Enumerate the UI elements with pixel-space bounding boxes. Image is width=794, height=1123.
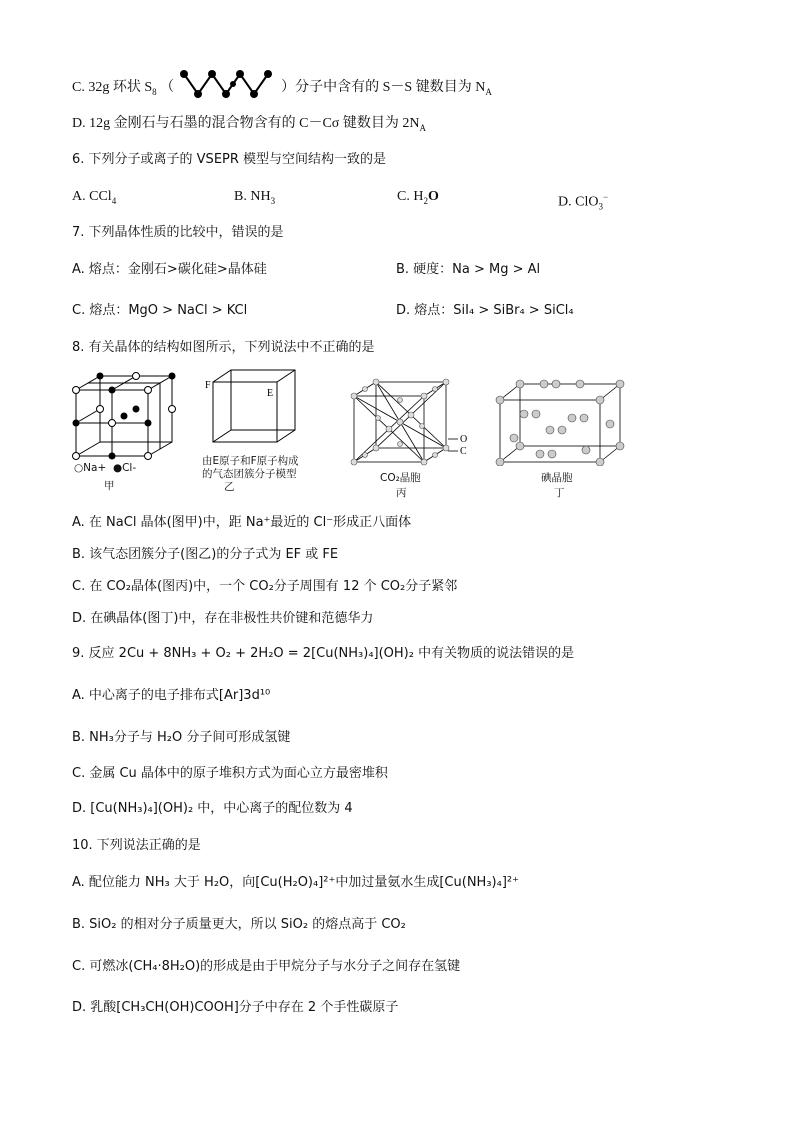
- question-7: 7. 下列晶体性质的比较中，错误的是: [72, 225, 284, 240]
- option-8a: A. 在 NaCl 晶体(图甲)中，距 Na⁺最近的 Cl⁻形成正八面体: [72, 515, 412, 530]
- text: C. H: [397, 189, 424, 204]
- option-6b: [234, 187, 275, 211]
- text: B. NH: [234, 189, 271, 204]
- text: E: [267, 388, 274, 399]
- option-7d: D. 熔点：SiI₄ > SiBr₄ > SiCl₄: [396, 303, 574, 318]
- co2-crystal-figure: [348, 378, 478, 468]
- nacl-crystal-figure: [70, 372, 180, 462]
- option-9a: A. 中心离子的电子排布式[Ar]3d¹⁰: [72, 688, 271, 703]
- figure-label-bing: 丙: [396, 487, 407, 499]
- text: ）分子中含有的 S－S 键数目为 N: [281, 80, 486, 95]
- text: F: [205, 380, 211, 391]
- text: O: [460, 434, 468, 445]
- option-8c: C. 在 CO₂晶体(图丙)中，一个 CO₂分子周围有 12 个 CO₂分子紧邻: [72, 579, 458, 594]
- s8-ring-icon: [178, 70, 278, 100]
- option-7c: C. 熔点：MgO > NaCl > KCl: [72, 303, 248, 318]
- cluster-molecule-figure: [205, 368, 305, 448]
- sub: 4: [111, 195, 117, 206]
- co2-caption: CO₂晶胞: [380, 472, 421, 484]
- option-5d: [72, 114, 426, 138]
- sub: 3: [598, 201, 603, 212]
- nacl-legend: [74, 462, 136, 475]
- option-8d: D. 在碘晶体(图丁)中，存在非极性共价键和范德华力: [72, 611, 374, 626]
- iodine-crystal-figure: [494, 378, 626, 466]
- option-10c: C. 可燃冰(CH₄·8H₂O)的形成是由于甲烷分子与水分子之间存在氢键: [72, 959, 461, 974]
- question-9: 9. 反应 2Cu + 8NH₃ + O₂ + 2H₂O = 2[Cu(NH₃)₄](OH)₂ 中有关物质的说法错误的是: [72, 646, 575, 661]
- option-7a: A. 熔点：金刚石>碳化硅>晶体硅: [72, 262, 267, 277]
- figure-label-jia: 甲: [104, 480, 115, 492]
- sub: 3: [270, 195, 276, 206]
- option-6c: [397, 187, 439, 211]
- sup: −: [602, 192, 609, 202]
- sub: A: [419, 122, 426, 133]
- option-9b: B. NH₃分子与 H₂O 分子间可形成氢键: [72, 730, 291, 745]
- text: C. 32g 环状 S: [72, 80, 153, 95]
- text: （: [160, 80, 175, 95]
- figure-label-ding: 丁: [554, 487, 565, 499]
- text: 的气态团簇分子模型: [202, 468, 297, 480]
- question-8: 8. 有关晶体的结构如图所示，下列说法中不正确的是: [72, 340, 375, 355]
- option-6d: [558, 187, 608, 216]
- iodine-caption: 碘晶胞: [541, 472, 573, 484]
- option-9d: D. [Cu(NH₃)₄](OH)₂ 中，中心离子的配位数为 4: [72, 801, 353, 816]
- option-9c: C. 金属 Cu 晶体中的原子堆积方式为面心立方最密堆积: [72, 766, 388, 781]
- option-7b: B. 硬度：Na > Mg > Al: [396, 262, 541, 277]
- text: 由E原子和F原子构成: [202, 455, 299, 467]
- text: D. 12g 金刚石与石墨的混合物含有的 C－Cσ 键数目为 2N: [72, 116, 420, 131]
- text: C: [460, 446, 467, 457]
- option-8b: B. 该气态团簇分子(图乙)的分子式为 EF 或 FE: [72, 547, 339, 562]
- option-10d: D. 乳酸[CH₃CH(OH)COOH]分子中存在 2 个手性碳原子: [72, 1000, 399, 1015]
- text: O: [427, 189, 439, 204]
- question-10: 10. 下列说法正确的是: [72, 838, 201, 853]
- text: A. CCl: [72, 189, 112, 204]
- sub: A: [485, 86, 492, 97]
- sub: 8: [152, 86, 157, 97]
- option-10b: B. SiO₂ 的相对分子质量更大，所以 SiO₂ 的熔点高于 CO₂: [72, 917, 406, 932]
- option-6a: [72, 187, 116, 211]
- cluster-caption: [202, 455, 299, 481]
- figure-label-yi: 乙: [224, 481, 235, 493]
- option-10a: A. 配位能力 NH₃ 大于 H₂O，向[Cu(H₂O)₄]²⁺中加过量氨水生成[Cu(NH₃)₄]²⁺: [72, 875, 519, 890]
- question-6: 6. 下列分子或离子的 VSEPR 模型与空间结构一致的是: [72, 152, 387, 167]
- text: ○Na+: [74, 462, 107, 474]
- sub: 2: [423, 195, 428, 206]
- option-5c: [72, 70, 492, 102]
- text: D. ClO: [558, 194, 599, 210]
- text: ●Cl-: [112, 462, 137, 474]
